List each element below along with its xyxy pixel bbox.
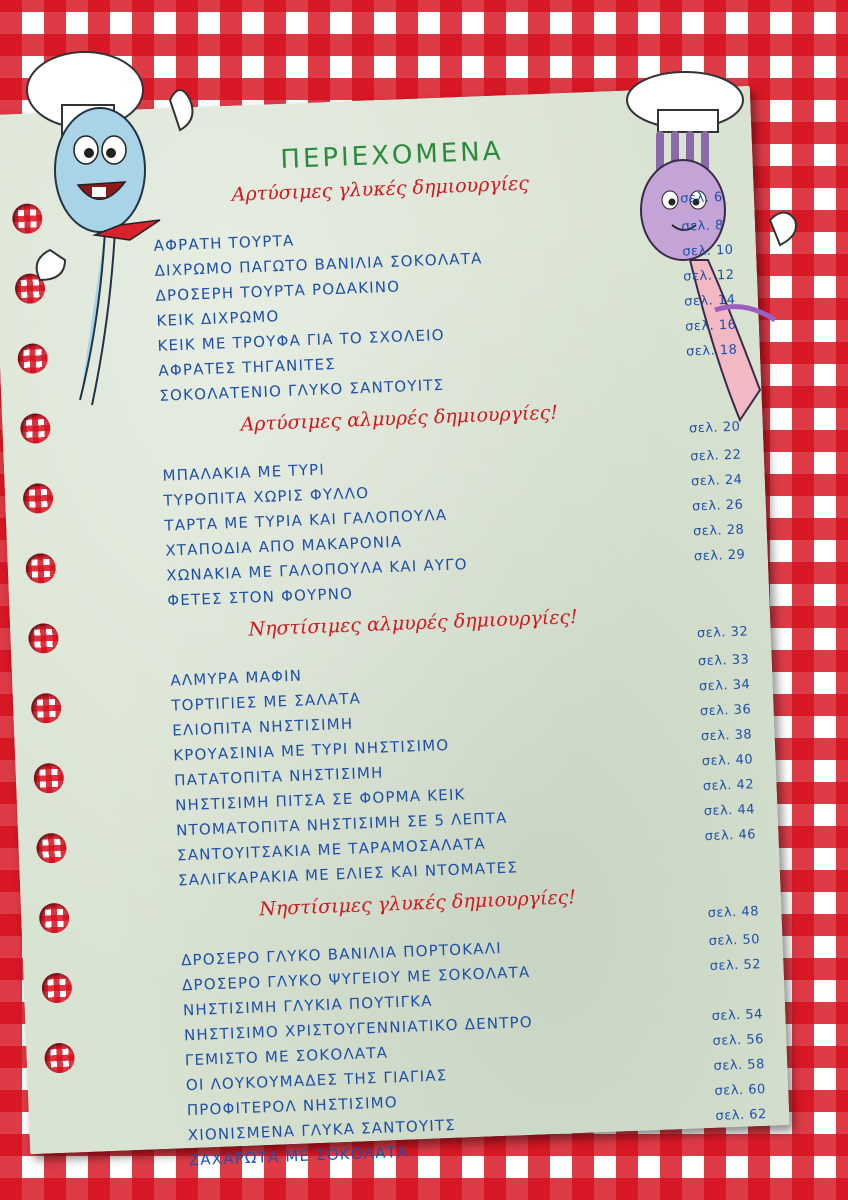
page-number: σελ. 28: [692, 522, 745, 540]
page-number: [717, 1142, 789, 1145]
section-title: Νηστίσιμες αλμυρές δημιουργίες!: [248, 605, 579, 641]
page-number: σελ. 6: [679, 190, 724, 207]
page-number: σελ. 12: [682, 267, 735, 285]
page-number: σελ. 22: [689, 447, 742, 465]
recipe-name: ΑΛΜΥΡΑ ΜΑΦΙΝ: [170, 666, 303, 690]
section-title: Νηστίσιμες γλυκές δημιουργίες!: [258, 886, 577, 921]
binder-hole: [36, 833, 67, 864]
recipe-name: ΜΠΑΛΑΚΙΑ ΜΕ ΤΥΡΙ: [162, 460, 326, 485]
recipe-name: ΖΑΧΑΡΩΤΑ ΜΕ ΣΟΚΟΛΑΤΑ: [188, 1142, 409, 1170]
recipe-name: ΤΑΡΤΑ ΜΕ ΤΥΡΙΑ ΚΑΙ ΓΑΛΟΠΟΥΛΑ: [164, 505, 448, 535]
recipe-name: ΝΗΣΤΙΣΙΜΗ ΓΛΥΚΙΑ ΠΟΥΤΙΓΚΑ: [182, 991, 434, 1020]
recipe-name: ΤΟΡΤΙΓΙΕΣ ΜΕ ΣΑΛΑΤΑ: [170, 689, 362, 715]
recipe-name: ΠΡΟΦΙΤΕΡΟΛ ΝΗΣΤΙΣΙΜΟ: [186, 1093, 399, 1120]
recipe-name: ΣΑΝΤΟΥΙΤΣΑΚΙΑ ΜΕ ΤΑΡΑΜΟΣΑΛΑΤΑ: [176, 834, 487, 865]
page-number: σελ. 29: [693, 547, 746, 565]
page-number: σελ. 60: [714, 1082, 767, 1100]
recipe-name: ΧΩΝΑΚΙΑ ΜΕ ΓΑΛΟΠΟΥΛΑ ΚΑΙ ΑΥΓΟ: [166, 555, 469, 585]
recipe-name: ΚΕΙΚ ΔΙΧΡΩΜΟ: [156, 307, 280, 330]
recipe-name: ΟΙ ΛΟΥΚΟΥΜΑΔΕΣ ΤΗΣ ΓΙΑΓΙΑΣ: [185, 1066, 448, 1095]
page-number: σελ. 50: [708, 932, 761, 950]
page-number: σελ. 62: [715, 1107, 768, 1124]
section-sweet-fasting: [179, 875, 789, 1176]
page-number: σελ. 42: [702, 777, 755, 795]
recipe-name: ΝΗΣΤΙΣΙΜΗ ΠΙΤΣΑ ΣΕ ΦΟΡΜΑ ΚΕΙΚ: [174, 785, 466, 815]
page-number: [687, 378, 759, 381]
section-savory-nonfasting: [160, 391, 767, 617]
page-number: σελ. 33: [697, 652, 750, 670]
recipe-name: ΔΡΟΣΕΡΟ ΓΛΥΚΟ ΨΥΓΕΙΟΥ ΜΕ ΣΟΚΟΛΑΤΑ: [181, 963, 531, 995]
recipe-name: ΚΕΙΚ ΜΕ ΤΡΟΥΦΑ ΓΙΑ ΤΟ ΣΧΟΛΕΙΟ: [157, 325, 446, 355]
recipe-name: ΤΥΡΟΠΙΤΑ ΧΩΡΙΣ ΦΥΛΛΟ: [163, 483, 370, 510]
binder-hole: [33, 763, 64, 794]
page-number: σελ. 52: [709, 957, 762, 975]
page-number: σελ. 18: [685, 342, 738, 360]
recipe-name: ΧΙΟΝΙΣΜΕΝΑ ΓΛΥΚΑ ΣΑΝΤΟΥΙΤΣ: [187, 1115, 457, 1145]
recipe-name: ΑΦΡΑΤΕΣ ΤΗΓΑΝΙΤΕΣ: [158, 355, 337, 380]
page-number: σελ. 40: [701, 752, 754, 770]
recipe-name: ΣΑΛΙΓΚΑΡΑΚΙΑ ΜΕ ΕΛΙΕΣ ΚΑΙ ΝΤΟΜΑΤΕΣ: [177, 858, 519, 890]
section-title: Αρτύσιμες αλμυρές δημιουργίες!: [240, 401, 559, 436]
recipe-name: ΔΡΟΣΕΡΗ ΤΟΥΡΤΑ ΡΟΔΑΚΙΝΟ: [155, 277, 401, 305]
page-number: [711, 992, 783, 995]
binder-hole: [41, 972, 72, 1003]
page-number: σελ. 16: [684, 317, 737, 335]
binder-hole: [25, 553, 56, 584]
recipe-name: ΓΕΜΙΣΤΟ ΜΕ ΣΟΚΟΛΑΤΑ: [184, 1043, 389, 1070]
page-number: σελ. 32: [696, 624, 749, 642]
page-number: σελ. 44: [703, 802, 756, 820]
page-number: σελ. 58: [713, 1057, 766, 1075]
recipe-name: ΝΗΣΤΙΣΙΜΟ ΧΡΙΣΤΟΥΓΕΝΝΙΑΤΙΚΟ ΔΕΝΤΡΟ: [183, 1012, 534, 1045]
recipe-name: ΧΤΑΠΟΔΙΑ ΑΠΟ ΜΑΚΑΡΟΝΙΑ: [165, 532, 403, 560]
table-of-contents: [150, 127, 789, 1178]
binder-hole: [31, 693, 62, 724]
page-number: σελ. 48: [707, 904, 760, 922]
page-title: ΠΕΡΙΕΧΟΜΕΝΑ: [279, 136, 505, 175]
page-number: σελ. 56: [712, 1032, 765, 1050]
page-number: σελ. 8: [681, 218, 725, 235]
page-number: σελ. 26: [691, 497, 744, 515]
page-number: σελ. 34: [698, 677, 751, 695]
page-number: σελ. 54: [711, 1007, 764, 1025]
page-number: σελ. 36: [699, 702, 752, 720]
page-number: σελ. 20: [688, 419, 741, 437]
recipe-name: ΕΛΙΟΠΙΤΑ ΝΗΣΤΙΣΙΜΗ: [171, 714, 354, 740]
recipe-name: ΔΡΟΣΕΡΟ ΓΛΥΚΟ ΒΑΝΙΛΙΑ ΠΟΡΤΟΚΑΛΙ: [180, 939, 503, 970]
recipe-name: ΦΕΤΕΣ ΣΤΟΝ ΦΟΥΡΝΟ: [166, 584, 354, 610]
binder-hole: [39, 903, 70, 934]
recipe-name: ΚΡΟΥΑΣΙΝΙΑ ΜΕ ΤΥΡΙ ΝΗΣΤΙΣΙΜΟ: [172, 735, 450, 765]
page-number: [706, 862, 778, 865]
page-number: σελ. 10: [682, 242, 734, 260]
binder-hole: [44, 1042, 75, 1073]
recipe-name: ΣΟΚΟΛΑΤΕΝΙΟ ΓΛΥΚΟ ΣΑΝΤΟΥΙΤΣ: [159, 375, 445, 405]
binder-hole: [28, 623, 59, 654]
binder-hole: [23, 483, 54, 514]
recipe-name: ΠΑΤΑΤΟΠΙΤΑ ΝΗΣΤΙΣΙΜΗ: [173, 763, 384, 790]
section-sweet-nonfasting: [151, 161, 759, 412]
page-number: σελ. 24: [690, 472, 743, 490]
page-number: σελ. 14: [683, 292, 736, 310]
page-number: [695, 583, 767, 586]
page-number: σελ. 46: [704, 827, 757, 845]
section-savory-fasting: [168, 596, 778, 897]
section-title: Αρτύσιμες γλυκές δημιουργίες: [231, 172, 530, 206]
recipe-name: ΔΙΧΡΩΜΟ ΠΑΓΩΤΟ ΒΑΝΙΛΙΑ ΣΟΚΟΛΑΤΑ: [154, 249, 483, 280]
recipe-name: ΝΤΟΜΑΤΟΠΙΤΑ ΝΗΣΤΙΣΙΜΗ ΣΕ 5 ΛΕΠΤΑ: [175, 808, 508, 840]
page-number: σελ. 38: [700, 727, 753, 745]
recipe-name: ΑΦΡΑΤΗ ΤΟΥΡΤΑ: [153, 231, 295, 255]
